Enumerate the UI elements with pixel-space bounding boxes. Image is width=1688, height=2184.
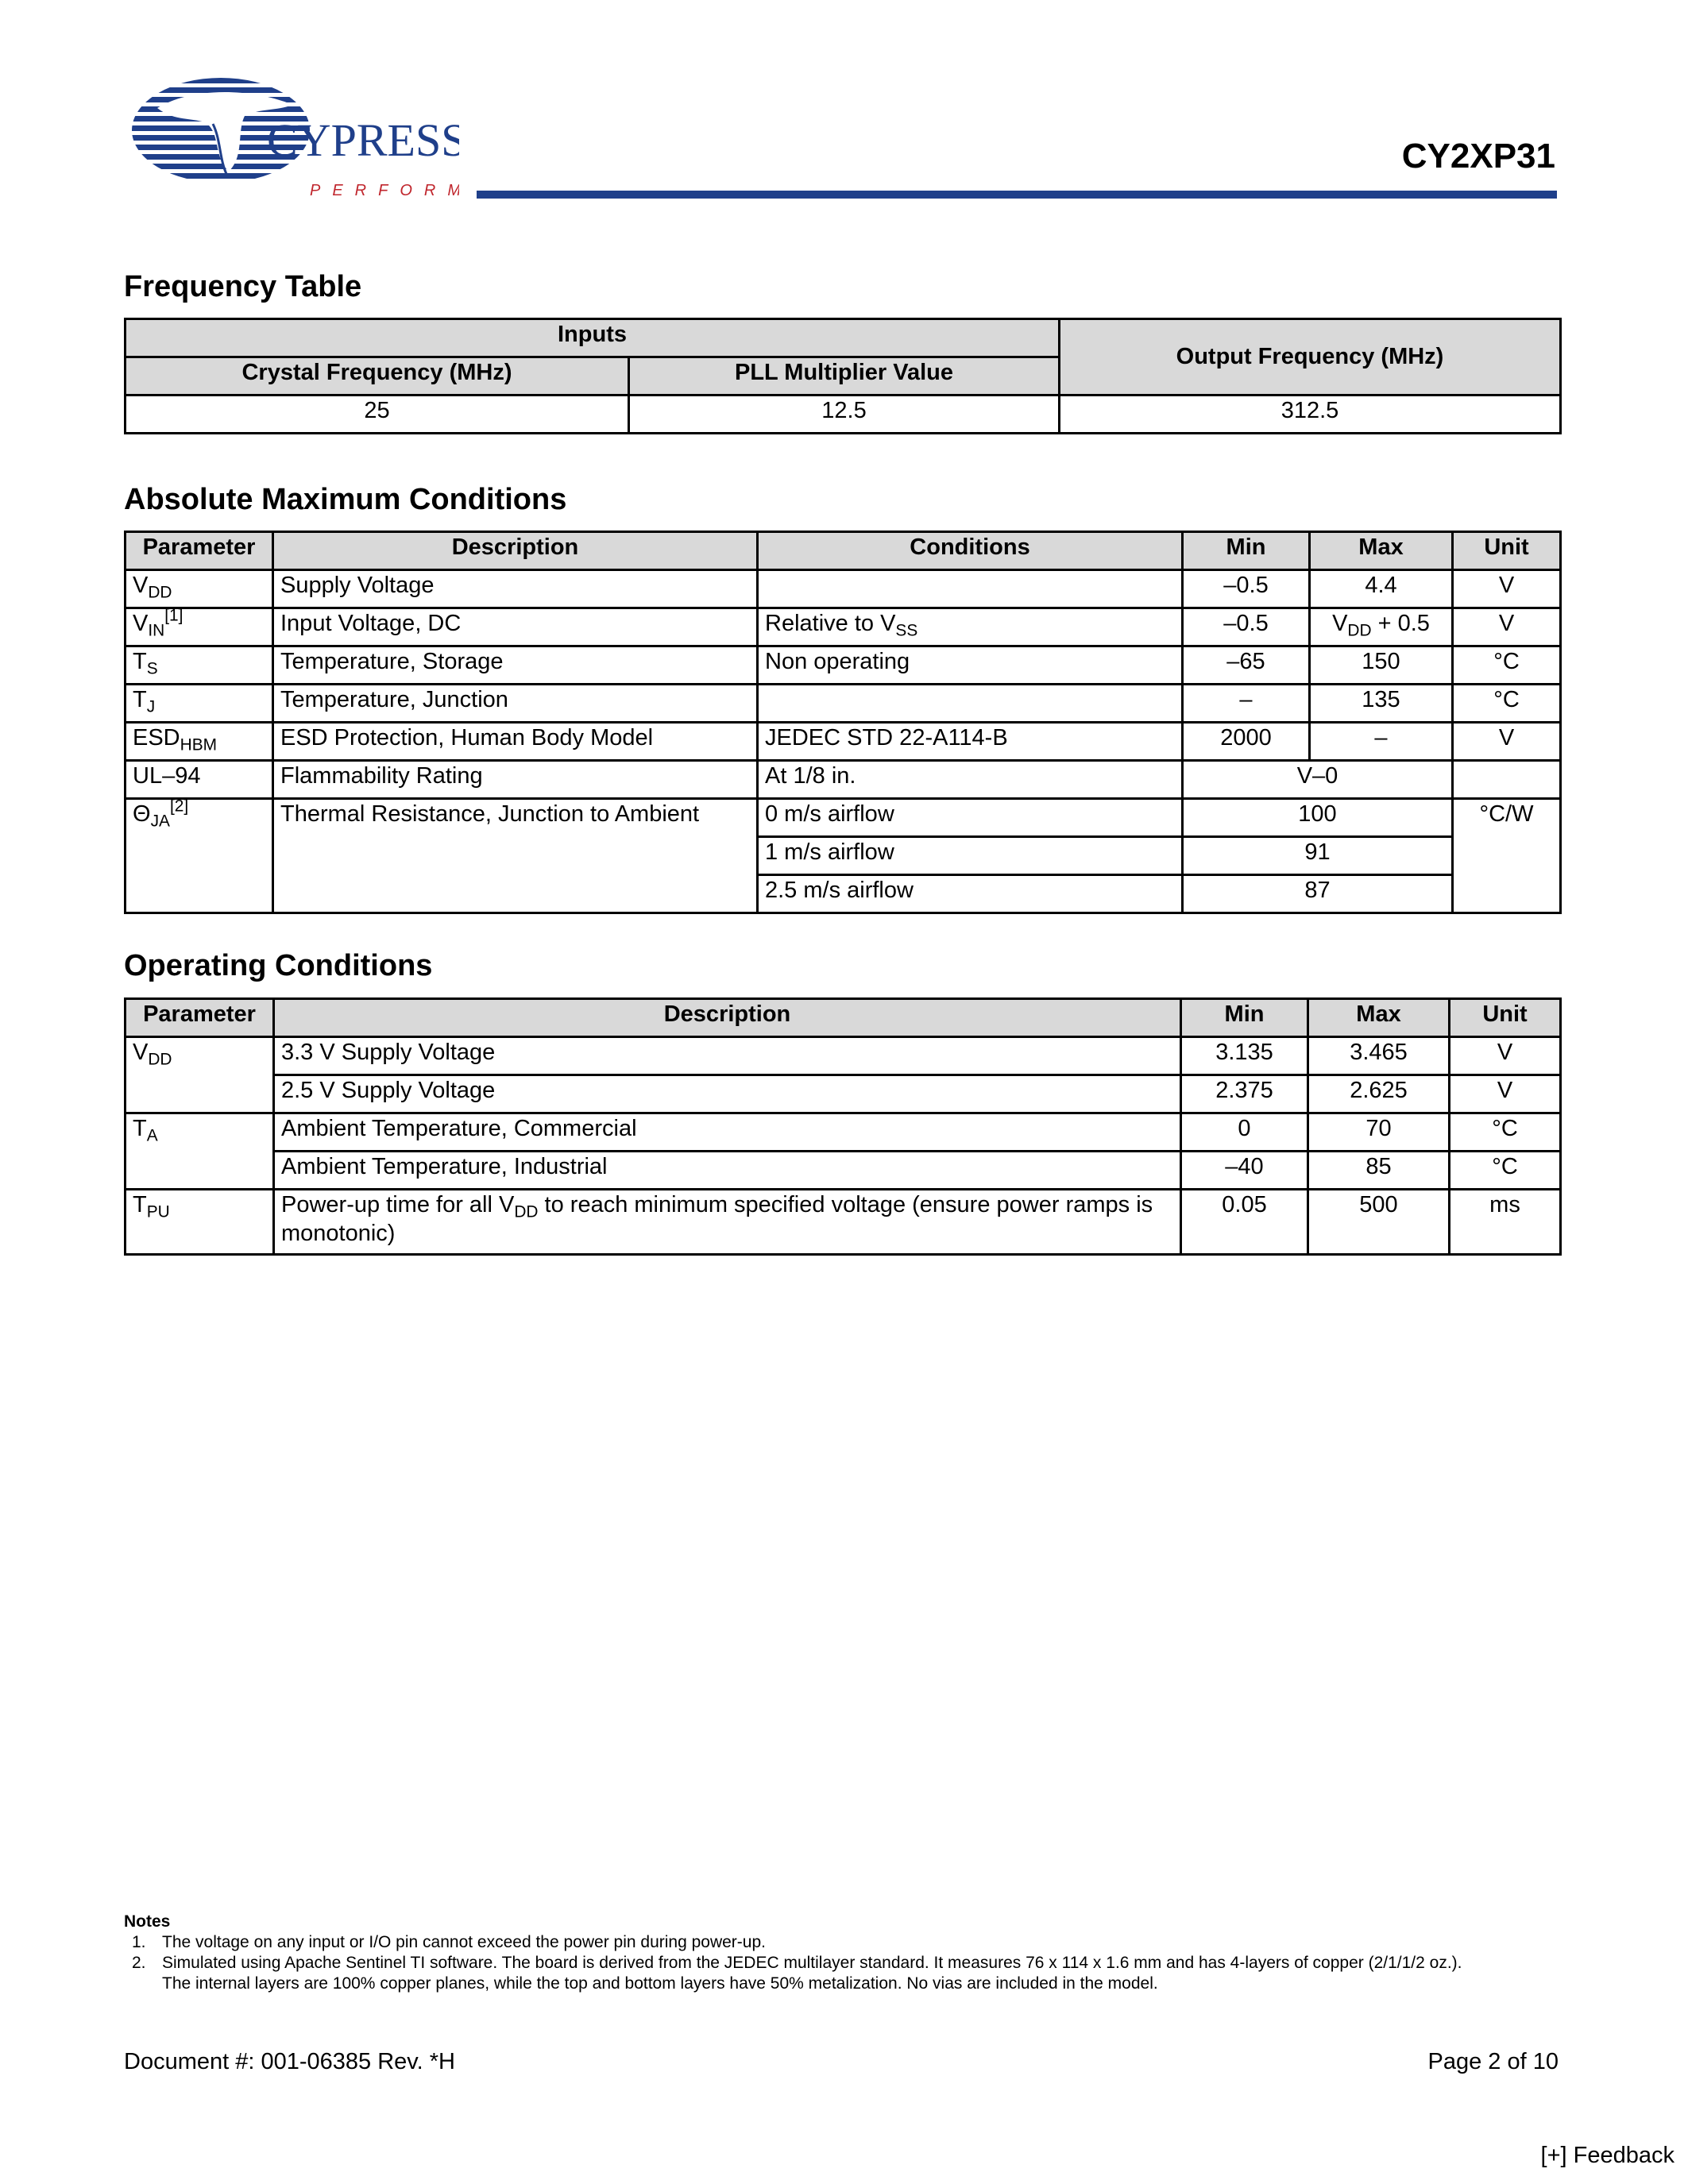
cell-description: 3.3 V Supply Voltage [274, 1037, 1181, 1075]
frequency-table-title: Frequency Table [124, 270, 362, 303]
param-vin: $V_{IN}[1]$ [126, 608, 273, 646]
op-cond-table [124, 997, 1562, 1256]
note-1 [124, 1932, 1474, 1953]
note-text: Simulated using Apache Sentinel TI software. The board is derived from the JEDEC multilayer standard. It measures 76 x 114 x 1.6 mm and has 4-layers of copper (2/1/1/2 oz.). The internal layers are 100% copper planes, while the top and bottom layers have 50% metalization. No vias are included in the model. [162, 1954, 1462, 1993]
note-text: The voltage on any input or I/O pin cannot exceed the power pin during power-up. [162, 1933, 766, 1951]
cell-min: –0.5 [1183, 570, 1310, 608]
cell-conditions: At 1/8 in. [758, 761, 1183, 799]
table-row [126, 570, 1561, 608]
table-row [126, 646, 1561, 685]
param-ta: $T_A$ [126, 1113, 274, 1190]
cell-description: Temperature, Storage [273, 646, 758, 685]
cell-min: – [1183, 685, 1310, 723]
cell-description: Temperature, Junction [273, 685, 758, 723]
output-frequency-header: Output Frequency (MHz) [1060, 319, 1561, 396]
abs-max-title: Absolute Maximum Conditions [124, 483, 567, 516]
cell-unit: V [1450, 1075, 1561, 1113]
table-row [126, 1075, 1561, 1113]
cell-max: 150 [1310, 646, 1453, 685]
cell-conditions: 2.5 m/s airflow [758, 875, 1183, 913]
crystal-frequency-header: Crystal Frequency (MHz) [126, 357, 629, 396]
param-ts: $T_S$ [126, 646, 273, 685]
cell-unit: V [1450, 1037, 1561, 1075]
cell-crystal: 25 [126, 396, 629, 434]
note-2 [124, 1953, 1474, 1994]
cell-max: 500 [1308, 1190, 1450, 1255]
param-esd: $ESD_{HBM}$ [126, 723, 273, 761]
cell-description: Ambient Temperature, Industrial [274, 1152, 1181, 1190]
param-theta-ja: $\Theta_{JA}[2]$ [126, 799, 273, 913]
cell-min: –40 [1181, 1152, 1308, 1190]
footnote-ref-2: [2] [169, 797, 189, 816]
cell-value: 100 [1183, 799, 1453, 837]
cell-max: $V_{DD} + 0.5$ [1310, 608, 1453, 646]
col-conditions: Conditions [758, 532, 1183, 570]
cell-pll: 12.5 [629, 396, 1060, 434]
cell-conditions: 0 m/s airflow [758, 799, 1183, 837]
table-row [126, 723, 1561, 761]
cell-max: 4.4 [1310, 570, 1453, 608]
cell-min: 2.375 [1181, 1075, 1308, 1113]
table-row [126, 396, 1561, 434]
cell-value: 87 [1183, 875, 1453, 913]
cell-value: 91 [1183, 837, 1453, 875]
table-row [126, 1037, 1561, 1075]
col-parameter: Parameter [126, 532, 273, 570]
cell-unit: V [1453, 723, 1561, 761]
col-max: Max [1308, 999, 1450, 1037]
table-row [126, 1113, 1561, 1152]
cell-max: – [1310, 723, 1453, 761]
cell-description: Thermal Resistance, Junction to Ambient [273, 799, 758, 913]
logo-tagline: PERFORM [310, 182, 459, 199]
page-number: Page 2 of 10 [1427, 2049, 1559, 2074]
col-min: Min [1181, 999, 1308, 1037]
param-ul94: UL–94 [126, 761, 273, 799]
cell-description: Input Voltage, DC [273, 608, 758, 646]
logo-wordmark: CYPRESS [267, 114, 459, 166]
param-vdd: $V_{DD}$ [126, 1037, 274, 1113]
col-description: Description [274, 999, 1181, 1037]
cell-unit [1453, 761, 1561, 799]
document-part-number: CY2XP31 [1401, 137, 1555, 176]
cell-min: 2000 [1183, 723, 1310, 761]
inputs-header: Inputs [126, 319, 1060, 357]
col-max: Max [1310, 532, 1453, 570]
cell-max: 2.625 [1308, 1075, 1450, 1113]
footnote-ref-1: [1] [164, 606, 183, 625]
cell-unit: V [1453, 570, 1561, 608]
cell-unit: °C [1453, 685, 1561, 723]
cell-description: Supply Voltage [273, 570, 758, 608]
col-unit: Unit [1453, 532, 1561, 570]
cell-description: Flammability Rating [273, 761, 758, 799]
note-number: 2. [132, 1954, 146, 1972]
cell-min: 0 [1181, 1113, 1308, 1152]
col-parameter: Parameter [126, 999, 274, 1037]
cell-description: Ambient Temperature, Commercial [274, 1113, 1181, 1152]
notes-title: Notes [124, 1912, 171, 1931]
header-rule [477, 191, 1557, 199]
param-tj: $T_J$ [126, 685, 273, 723]
op-cond-title: Operating Conditions [124, 949, 433, 982]
cell-unit: °C [1453, 646, 1561, 685]
table-row [126, 799, 1561, 837]
cell-conditions [758, 570, 1183, 608]
cell-description: Power-up time for all $V_{DD}$ to reach minimum specified voltage (ensure power ramps is monotonic) [274, 1190, 1181, 1255]
abs-max-table [124, 531, 1562, 914]
param-vdd: $V_{DD}$ [126, 570, 273, 608]
col-min: Min [1183, 532, 1310, 570]
cell-conditions: Non operating [758, 646, 1183, 685]
col-description: Description [273, 532, 758, 570]
cell-conditions: Relative to $V_{SS}$ [758, 608, 1183, 646]
cell-unit: °C [1450, 1152, 1561, 1190]
table-row [126, 761, 1561, 799]
param-tpu: $T_{PU}$ [126, 1190, 274, 1255]
col-unit: Unit [1450, 999, 1561, 1037]
table-row [126, 1152, 1561, 1190]
note-number: 1. [132, 1933, 146, 1951]
cell-unit: °C [1450, 1113, 1561, 1152]
pll-multiplier-header: PLL Multiplier Value [629, 357, 1060, 396]
cell-min: 3.135 [1181, 1037, 1308, 1075]
notes [124, 1912, 1474, 1994]
feedback-link[interactable]: [+] Feedback [1540, 2143, 1674, 2168]
table-row [126, 608, 1561, 646]
table-row [126, 1190, 1561, 1255]
cell-conditions [758, 685, 1183, 723]
cell-conditions: JEDEC STD 22-A114-B [758, 723, 1183, 761]
cell-min: –0.5 [1183, 608, 1310, 646]
document-number: Document #: 001-06385 Rev. *H [124, 2049, 455, 2074]
cell-min: –65 [1183, 646, 1310, 685]
cell-value: V–0 [1183, 761, 1453, 799]
cell-description: ESD Protection, Human Body Model [273, 723, 758, 761]
cell-output: 312.5 [1060, 396, 1561, 434]
cell-max: 70 [1308, 1113, 1450, 1152]
cell-min: 0.05 [1181, 1190, 1308, 1255]
cell-unit: °C/W [1453, 799, 1561, 913]
cell-description: 2.5 V Supply Voltage [274, 1075, 1181, 1113]
cell-max: 135 [1310, 685, 1453, 723]
cell-max: 3.465 [1308, 1037, 1450, 1075]
cell-unit: V [1453, 608, 1561, 646]
cell-max: 85 [1308, 1152, 1450, 1190]
cell-conditions: 1 m/s airflow [758, 837, 1183, 875]
table-row [126, 685, 1561, 723]
cypress-logo [126, 76, 459, 211]
frequency-table [124, 318, 1562, 434]
cell-unit: ms [1450, 1190, 1561, 1255]
